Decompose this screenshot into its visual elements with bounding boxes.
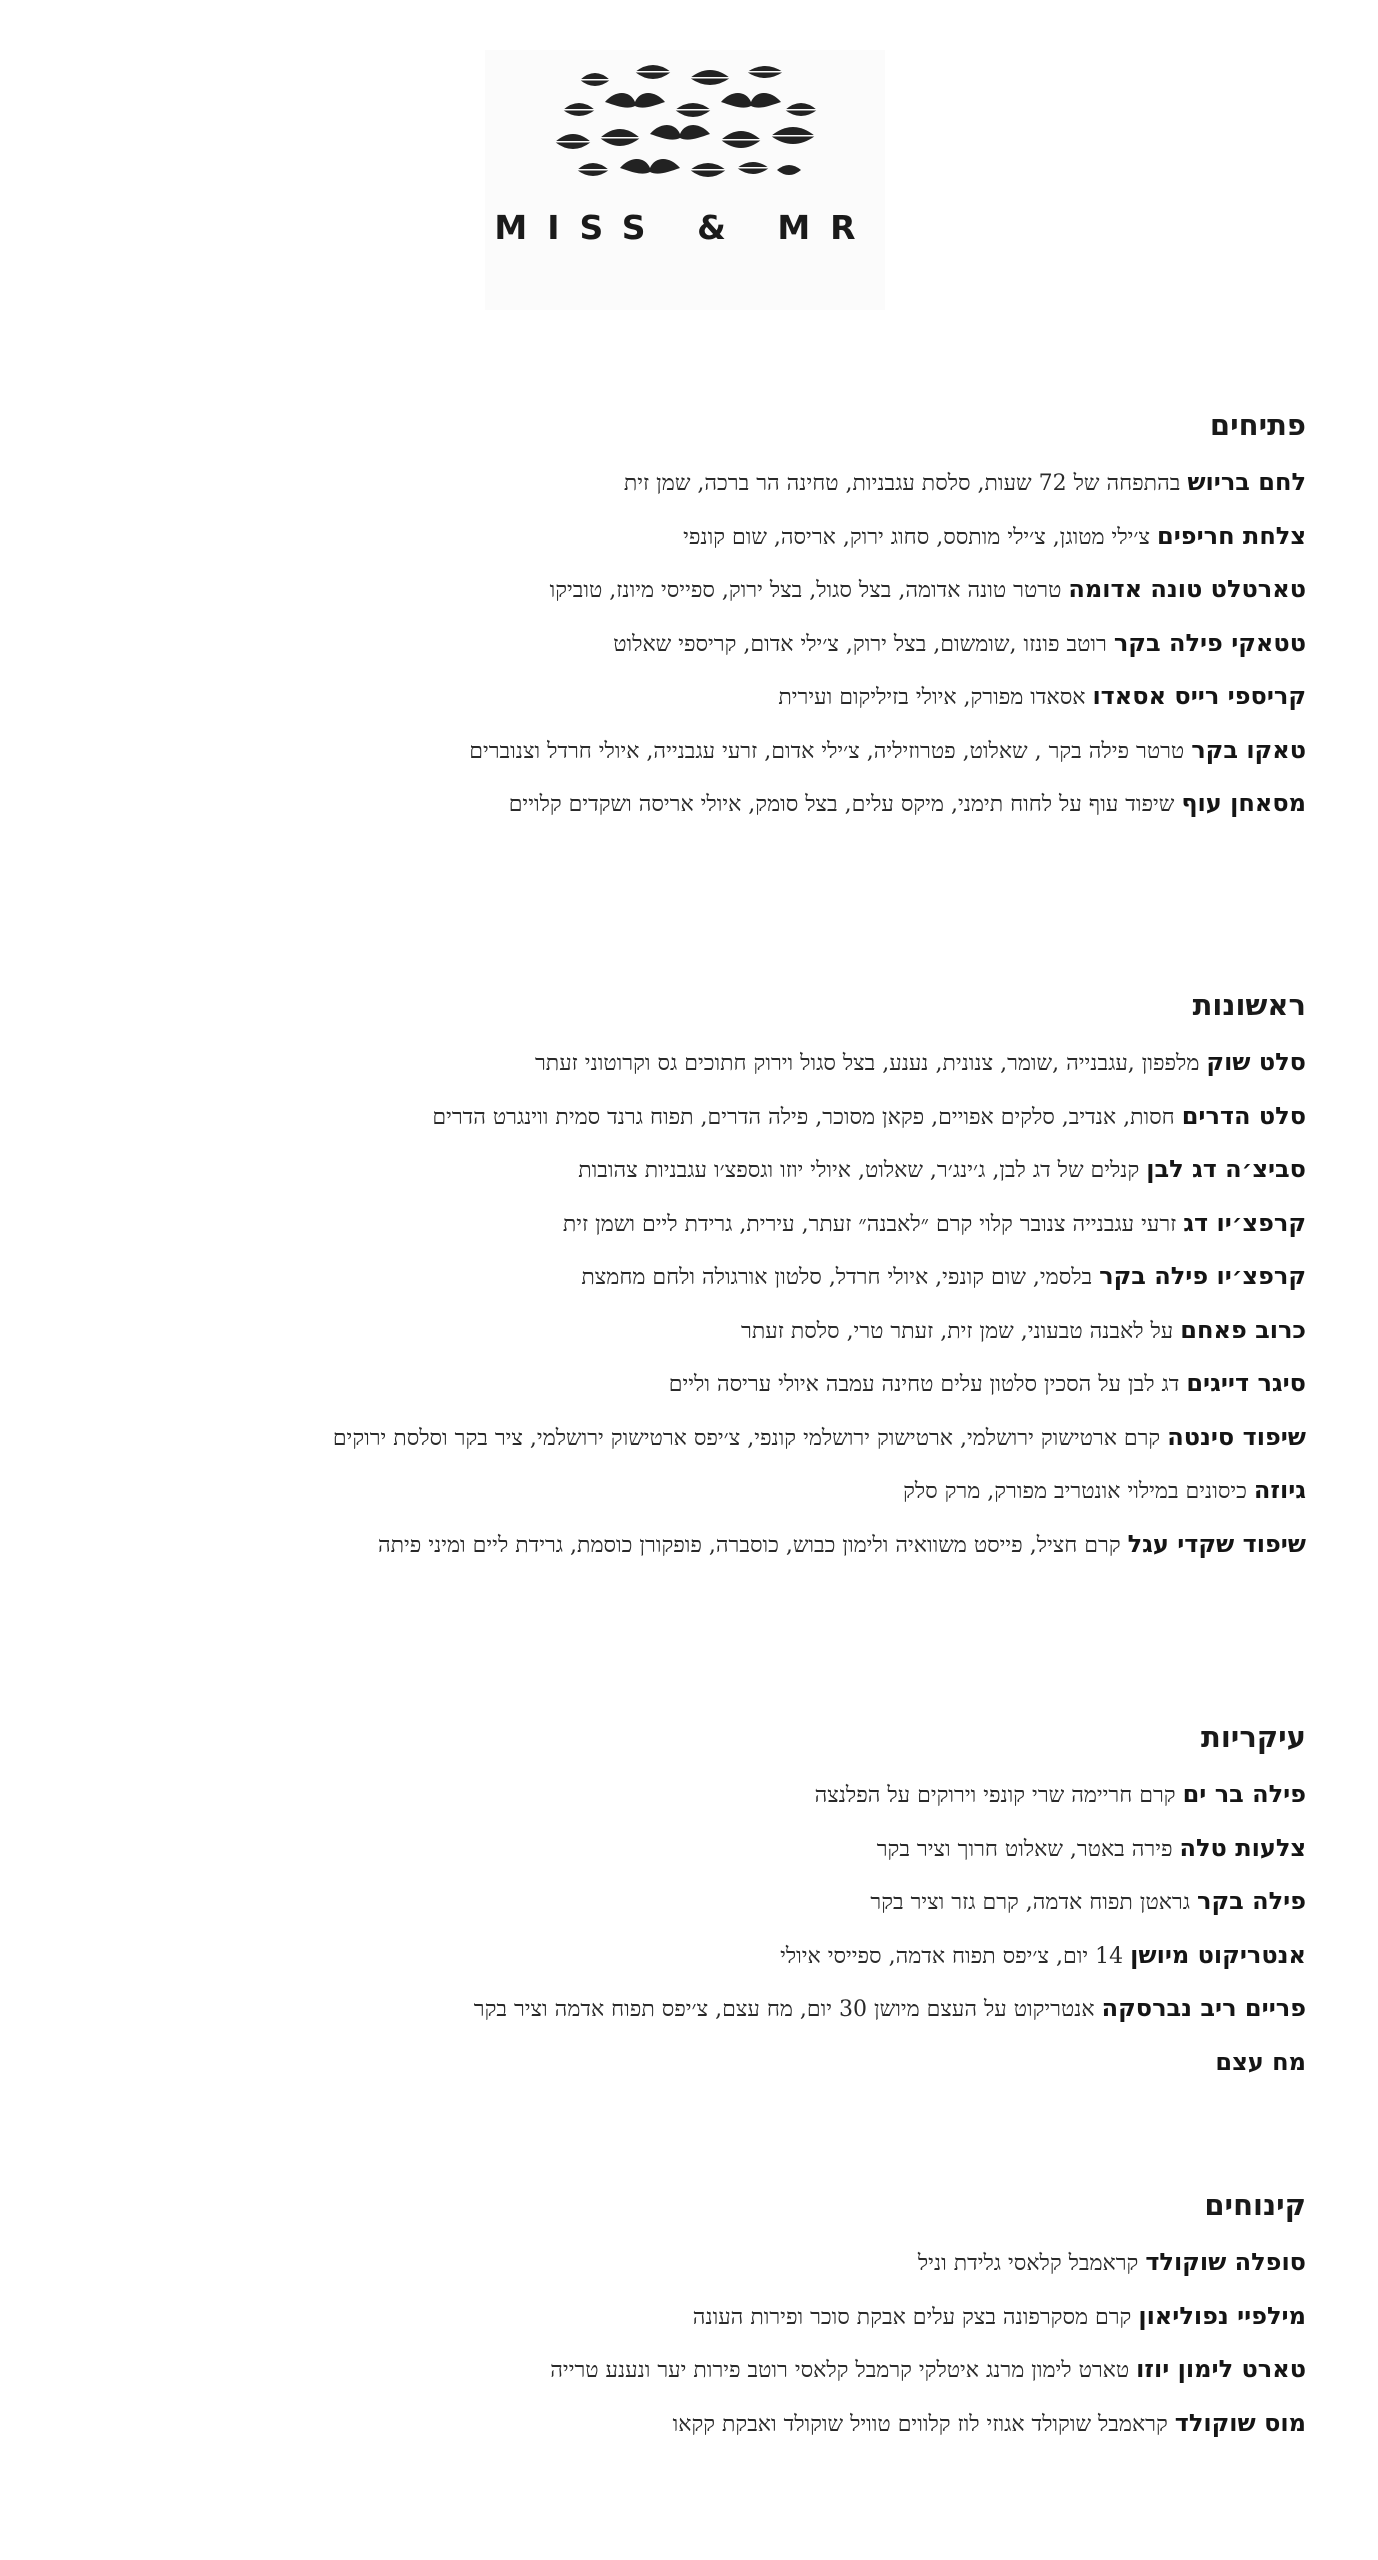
- menu-item: [46, 1314, 1306, 1368]
- menu-item: [46, 1421, 1306, 1475]
- item-name: פריים ריב נברסקה: [1101, 1994, 1306, 2022]
- menu-item: [46, 1992, 1306, 2046]
- menu-item: [46, 680, 1306, 734]
- menu-item: [46, 2300, 1306, 2354]
- item-name: טארטלט טונה אדומה: [1068, 575, 1306, 603]
- item-description: פירה באטר, שאלוט חרוך וציר בקר: [876, 1836, 1173, 1862]
- section-mains: [46, 1717, 1306, 2099]
- item-name: מילפיי נפוליאון: [1138, 2301, 1306, 2330]
- menu-item: [46, 2246, 1306, 2300]
- section-title: עיקריות: [1201, 1720, 1306, 1754]
- item-description: קרם מסקרפונה בצק עלים אבקת סוכר ופירות העונה: [692, 2304, 1132, 2330]
- menu-item: [46, 1885, 1306, 1939]
- menu-item: [46, 1046, 1306, 1100]
- menu-item: [46, 2353, 1306, 2407]
- menu-item: [46, 1832, 1306, 1886]
- item-name: אנטריקוט מיושן: [1130, 1940, 1306, 1969]
- item-name: טארט לימון יוזו: [1136, 2355, 1306, 2383]
- item-description: מלפפון ,עגבנייה ,שומר, צנונית, נענע, בצל סגול וירוק חתוכים גס וקרוטוני זעתר: [535, 1051, 1200, 1076]
- item-description: על לאבנה טבעוני, שמן זית, זעתר טרי, סלסת זעתר: [741, 1318, 1174, 1344]
- menu-item: [46, 1153, 1306, 1207]
- item-name: מסאחן עוף: [1181, 789, 1306, 817]
- item-name: טאקו בקר: [1191, 735, 1306, 764]
- item-name: פילה בקר: [1197, 1887, 1306, 1915]
- menu-item: [46, 1528, 1306, 1582]
- item-description: בלסמי, שום קונפי, איולי חרדל, סלטון אורגולה ולחם מחמצת: [581, 1265, 1093, 1290]
- item-description: קרם ארטישוק ירושלמי, ארטישוק ירושלמי קונפי, צ׳יפס ארטישוק ירושלמי, ציר בקר וסלסת ירוקים: [332, 1425, 1161, 1451]
- menu-item: [46, 627, 1306, 681]
- item-description: קראמבל קלאסי גלידת וניל: [917, 2251, 1139, 2276]
- item-description: שיפוד עוף על לחוח תימני, מיקס עלים, בצל סומק, איולי אריסה ושקדים קלויים: [508, 792, 1175, 817]
- item-name: טטאקי פילה בקר: [1113, 628, 1306, 657]
- item-description: רוטב פונזו ,שומשום, בצל ירוק, צ׳ילי אדום, קריספי שאלוט: [613, 631, 1107, 657]
- menu-item: [46, 1260, 1306, 1314]
- menu-item: [46, 1778, 1306, 1832]
- menu-item: [46, 573, 1306, 627]
- item-name: מח עצם: [1215, 2047, 1306, 2076]
- item-description: קרם חריימה שרי קונפי וירוקים על הפלנצה: [814, 1783, 1176, 1808]
- menu-item: [46, 1100, 1306, 1154]
- menu-item: [46, 1207, 1306, 1261]
- item-name: גיוזה: [1253, 1476, 1306, 1504]
- item-name: קרפצ׳יו פילה בקר: [1099, 1262, 1306, 1290]
- item-name: צלעות טלה: [1179, 1833, 1306, 1862]
- item-name: לחם בריוש: [1187, 468, 1306, 496]
- item-name: כרוב פאחם: [1180, 1315, 1306, 1344]
- item-name: סופלה שוקולד: [1145, 2248, 1306, 2276]
- section-title: קינוחים: [1204, 2188, 1306, 2222]
- item-description: טרטר פילה בקר , שאלוט, פטרוזיליה, צ׳ילי אדום, זרעי עגבנייה, איולי חרדל וצנוברים: [469, 738, 1185, 764]
- menu-item: [46, 734, 1306, 788]
- item-description: גראטן תפוח אדמה, קרם גזר וציר בקר: [870, 1890, 1191, 1915]
- brand-logo: [485, 50, 885, 310]
- item-name: סביצ׳ה דג לבן: [1146, 1155, 1306, 1183]
- item-name: קרפצ׳יו דג: [1183, 1208, 1306, 1237]
- item-description: כיסונים במילוי אונטריב מפורק, מרק סלק: [903, 1479, 1247, 1504]
- section-title: ראשונות: [1192, 988, 1306, 1022]
- menu-item: [46, 1939, 1306, 1993]
- item-description: זרעי עגבנייה צנובר קלוי קרם ״לאבנה״ זעתר, עירית, גרידת ליים ושמן זית: [562, 1211, 1177, 1237]
- menu-item: [46, 466, 1306, 520]
- item-description: אסאדו מפורק, איולי בזיליקום ועירית: [778, 685, 1086, 710]
- section-desserts: [46, 2185, 1306, 2460]
- item-description: קראמבל שוקולד אגוזי לוז קלווים טוויל שוקולד ואבקת קקאו: [672, 2411, 1168, 2437]
- item-name: סלט הדרים: [1181, 1101, 1306, 1130]
- section-starters: [46, 985, 1306, 1581]
- lips-mustache-cluster-icon: [485, 50, 885, 200]
- item-description: אנטריקוט על העצם מיושן 30 יום, מח עצם, צ׳יפס תפוח אדמה וציר בקר: [473, 1997, 1095, 2022]
- item-description: קנלים של דג לבן, ג׳ינג׳ר, שאלוט, איולי יוזו וגספצ׳ו עגבניות צהובות: [578, 1158, 1140, 1183]
- item-name: סיגר דייגים: [1186, 1369, 1306, 1397]
- item-name: צלחת חריפים: [1157, 521, 1306, 550]
- item-name: פילה בר ים: [1182, 1780, 1306, 1808]
- menu-item: [46, 1474, 1306, 1528]
- item-description: קרם חציל, פייסט משוואיה ולימון כבוש, כוסברה, פופקורן כוסמת, גרידת ליים ומיני פיתה: [377, 1532, 1121, 1558]
- section-title: פתיחים: [1209, 408, 1306, 442]
- menu-item: [46, 787, 1306, 841]
- menu-item: [46, 2046, 1306, 2100]
- item-name: שיפוד שקדי עגל: [1127, 1529, 1306, 1558]
- brand-wordmark: MISS & MR: [494, 208, 876, 247]
- item-name: שיפוד סינטה: [1167, 1422, 1306, 1451]
- item-description: 14 יום, צ׳יפס תפוח אדמה, ספייסי איולי: [780, 1943, 1124, 1969]
- item-name: סלט שוק: [1206, 1048, 1306, 1076]
- menu-item: [46, 2407, 1306, 2461]
- item-description: צ׳ילי מטוגן, צ׳ילי מותסס, סחוג ירוק, אריסה, שום קונפי: [683, 524, 1150, 550]
- item-description: טארט לימון מרנג איטלקי קרמבל קלאסי רוטב פירות יער ונענע טרייה: [550, 2358, 1130, 2383]
- item-description: בהתפחה של 72 שעות, סלסת עגבניות, טחינה הר ברכה, שמן זית: [623, 471, 1181, 496]
- item-name: מוס שוקולד: [1174, 2408, 1306, 2437]
- item-description: חסות, אנדיב, סלקים אפויים, פקאן מסוכר, פילה הדרים, תפוח גרנד סמית ווינגרט הדרים: [432, 1104, 1175, 1130]
- menu-item: [46, 1367, 1306, 1421]
- item-description: טרטר טונה אדומה, בצל סגול, בצל ירוק, ספייסי מיונז, טוביקו: [549, 578, 1062, 603]
- section-openers: [46, 405, 1306, 841]
- item-name: קריספי רייס אסאדו: [1092, 682, 1306, 710]
- menu-item: [46, 520, 1306, 574]
- item-description: דג לבן על הסכין סלטון עלים טחינה עמבה איולי עריסה וליים: [668, 1372, 1180, 1397]
